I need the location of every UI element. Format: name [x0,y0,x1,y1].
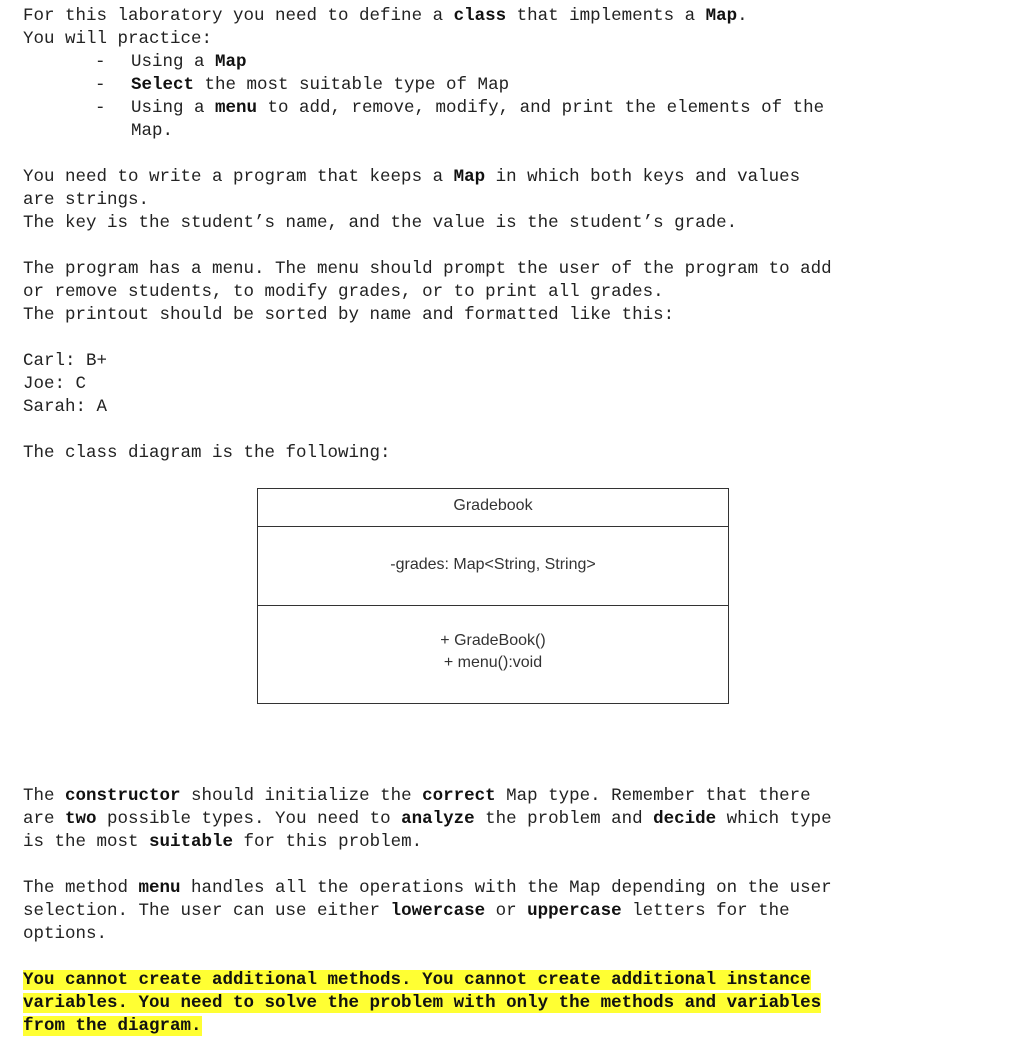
list-item [23,51,1013,74]
document [23,5,1013,1038]
dash-bullet: - [95,75,106,95]
diagram-intro: The class diagram is the following: [23,443,391,463]
text: or [485,901,528,921]
bold-text: Map [453,167,486,187]
spacer [23,946,1013,969]
bold-text: Map [705,6,738,26]
sample-output-line: Sarah: A [23,397,108,417]
sample-output-line: Joe: C [23,374,87,394]
dash-bullet: - [95,98,106,118]
sample-output-line: Carl: B+ [23,351,108,371]
desc-line-2: are strings. [23,190,150,210]
uml-operation: + GradeBook() [440,632,546,649]
text: For this laboratory you need to define a [23,6,454,26]
class-diagram-area [23,465,1013,785]
spacer [23,327,1013,350]
spacer [23,854,1013,877]
text: You need to write a program that keeps a [23,167,454,187]
constructor-line-1 [23,785,1013,808]
text: are [23,809,66,829]
practice-list [23,51,1013,143]
text: possible types. You need to [96,809,402,829]
text: to add, remove, modify, and print the elements of the [257,98,825,118]
bold-text: menu [138,878,181,898]
text: The [23,786,66,806]
spacer [23,419,1013,442]
text: handles all the operations with the Map depending on the user [180,878,832,898]
text: in which both keys and values [485,167,801,187]
bold-text: class [453,6,507,26]
uml-operation: + menu():void [443,654,543,671]
method-line-2 [23,900,1013,923]
intro-line-1 [23,5,1013,28]
text: Using a [131,98,216,118]
highlighted-text: variables. You need to solve the problem with only the methods and variables [23,993,822,1013]
bold-text: Select [131,75,195,95]
text: selection. The user can use either [23,901,391,921]
constructor-line-3 [23,831,1013,854]
text: The method [23,878,139,898]
desc-line-1 [23,166,1013,189]
bold-text: suitable [149,832,234,852]
text: letters for the [621,901,790,921]
bold-text: decide [653,809,717,829]
text: should initialize the [180,786,423,806]
uml-operations [258,606,728,703]
bold-text: correct [422,786,496,806]
spacer [23,235,1013,258]
bold-text: lowercase [390,901,486,921]
bold-text: uppercase [527,901,622,921]
method-line-1 [23,877,1013,900]
bold-text: menu [215,98,258,118]
warning-line-3 [23,1015,1013,1038]
uml-class-name: Gradebook [258,489,728,527]
menu-desc-line-1: The program has a menu. The menu should prompt the user of the program to add [23,259,832,279]
list-item [23,74,1013,97]
constructor-line-2 [23,808,1013,831]
text: Map. [131,121,174,141]
text: Using a [131,52,216,72]
bold-text: constructor [65,786,181,806]
text: which type [716,809,832,829]
list-item [23,97,1013,143]
spacer [23,143,1013,166]
text: that implements a [506,6,706,26]
warning-line-2 [23,992,1013,1015]
bold-text: two [65,809,97,829]
text: the problem and [474,809,654,829]
desc-line-3: The key is the student’s name, and the value is the student’s grade. [23,213,738,233]
uml-attribute: -grades: Map<String, String> [258,527,728,606]
intro-line-2: You will practice: [23,29,213,49]
highlighted-text: from the diagram. [23,1016,202,1036]
bold-text: analyze [401,809,475,829]
uml-class-box [257,488,729,704]
warning-line-1 [23,969,1013,992]
dash-bullet: - [95,52,106,72]
text: for this problem. [233,832,423,852]
bold-text: Map [215,52,247,72]
text: Map type. Remember that there [495,786,811,806]
menu-desc-line-2: or remove students, to modify grades, or to print all grades. [23,282,664,302]
method-line-3: options. [23,924,108,944]
menu-desc-line-3: The printout should be sorted by name and formatted like this: [23,305,675,325]
highlighted-text: You cannot create additional methods. You cannot create additional instance [23,970,811,990]
text: . [737,6,748,26]
text: is the most [23,832,150,852]
text: the most suitable type of Map [194,75,510,95]
